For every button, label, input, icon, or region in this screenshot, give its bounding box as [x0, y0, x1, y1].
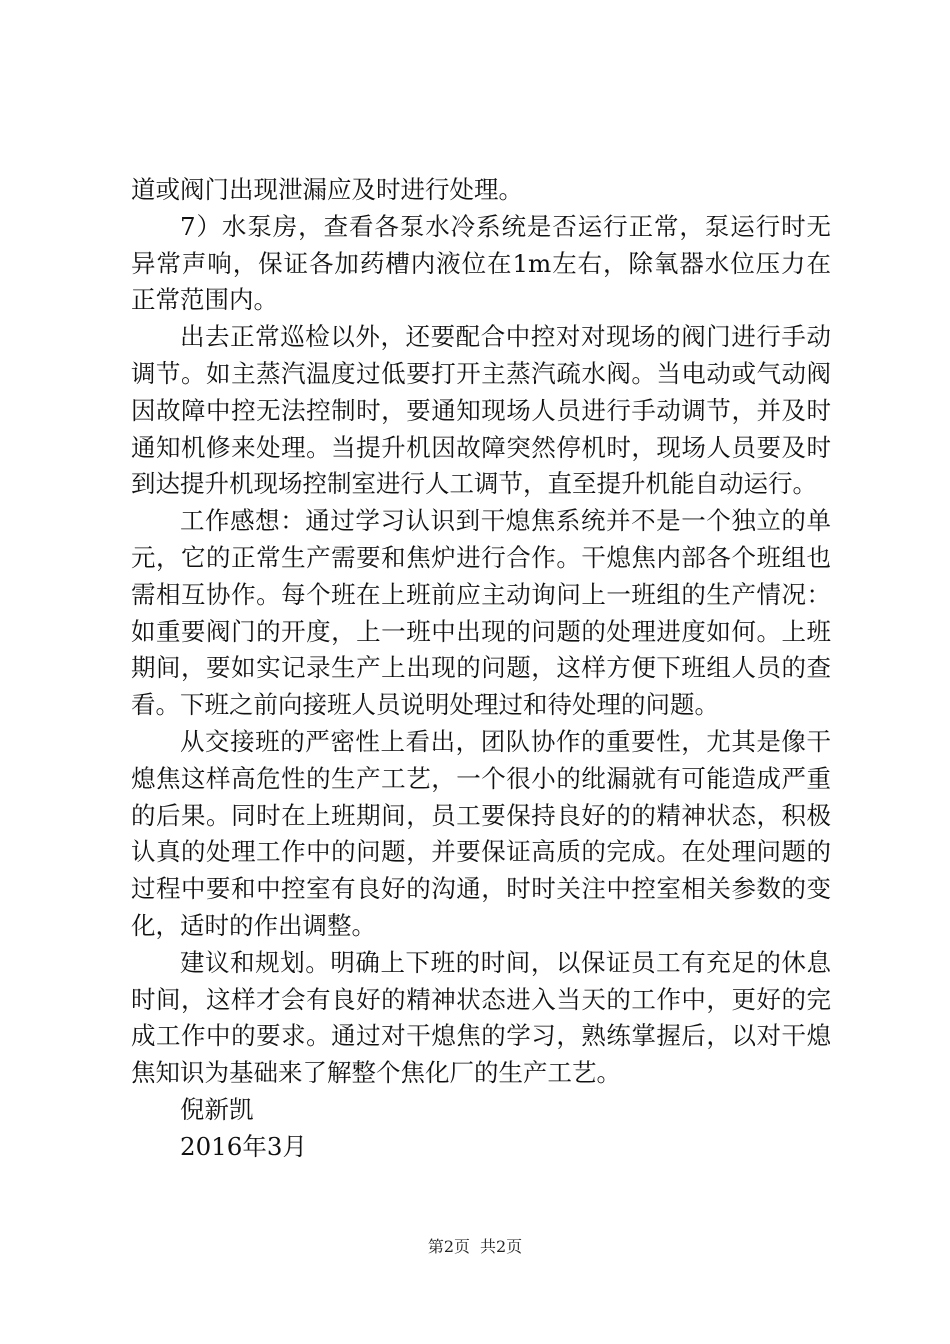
paragraph-work-reflections: 工作感想：通过学习认识到干熄焦系统并不是一个独立的单元，它的正常生产需要和焦炉进行合作。干熄焦内部各个班组也需相互协作。每个班在上班前应主动询问上一班组的生产情况：如重要阀门的开度，上一班中出现的问题的处理进度如何。上班期间，要如实记录生产上出现的问题，这样方便下班组人员的查看。下班之前向接班人员说明处理过和待处理的问题。	[131, 506, 831, 720]
page-number: 第2页	[427, 1237, 470, 1256]
page-total: 共2页	[480, 1237, 523, 1256]
paragraph-manual-adjustment: 出去正常巡检以外，还要配合中控对对现场的阀门进行手动调节。如主蒸汽温度过低要打开主蒸汽疏水阀。当电动或气动阀因故障中控无法控制时，要通知现场人员进行手动调节，并及时通知机修来处理。当提升机因故障突然停机时，现场人员要及时到达提升机现场控制室进行人工调节，直至提升机能自动运行。	[131, 322, 831, 499]
paragraph-continuation: 道或阀门出现泄漏应及时进行处理。	[131, 175, 523, 204]
paragraph-suggestions: 建议和规划。明确上下班的时间，以保证员工有充足的休息时间，这样才会有良好的精神状态进入当天的工作中，更好的完成工作中的要求。通过对干熄焦的学习，熟练掌握后，以对干熄焦知识为基础来了解整个焦化厂的生产工艺。	[131, 947, 831, 1088]
paragraph-teamwork: 从交接班的严密性上看出，团队协作的重要性，尤其是像干熄焦这样高危性的生产工艺，一个很小的纰漏就有可能造成严重的后果。同时在上班期间，员工要保持良好的的精神状态，积极认真的处理工作中的问题，并要保证高质的完成。在处理问题的过程中要和中控室有良好的沟通，时时关注中控室相关参数的变化，适时的作出调整。	[131, 726, 831, 940]
signature-date: 2016年3月	[180, 1131, 307, 1161]
document-body	[131, 172, 831, 1166]
signature-name: 倪新凯	[180, 1094, 254, 1124]
page-footer	[0, 1237, 950, 1257]
paragraph-water-pump-room: 7）水泵房，查看各泵水冷系统是否运行正常，泵运行时无异常声响，保证各加药槽内液位在1m左右，除氧器水位压力在正常范围内。	[131, 211, 831, 315]
